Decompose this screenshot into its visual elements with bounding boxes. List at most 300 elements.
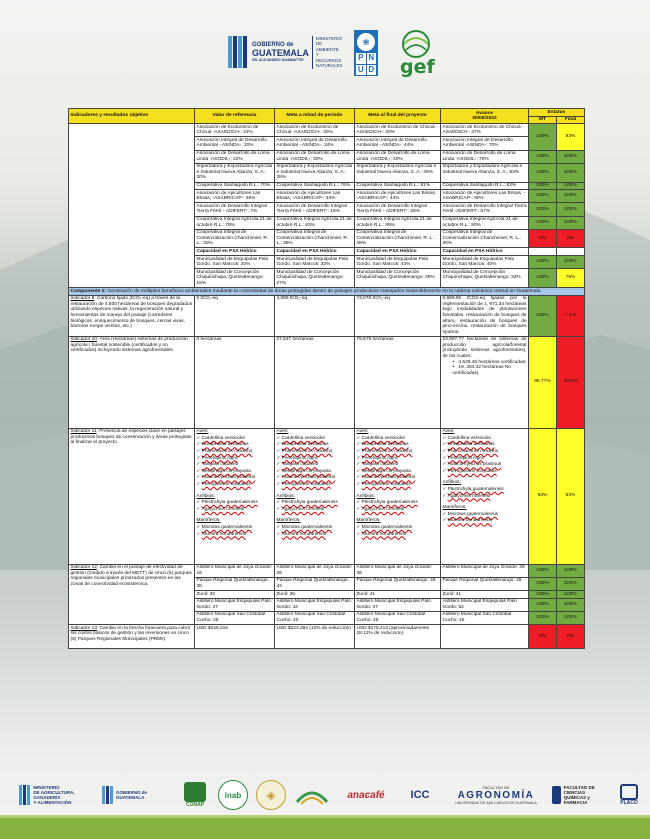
list-item <box>277 441 353 448</box>
cell-mid: Parque Regional Quetzaltenango: 43 <box>275 577 355 590</box>
indicator-10 <box>69 336 195 428</box>
status-mt: 100% <box>529 577 557 590</box>
status-mt: 100% <box>529 124 557 150</box>
species-name: Aulacorhynchus prasinus <box>281 475 336 481</box>
cell-ref: Asociación de Desarrollo Integral Tierra Fértil – ADIFERT-: 7% <box>195 203 275 216</box>
list-item <box>197 474 273 481</box>
species-name: Pharomachrus mocinno <box>201 449 253 455</box>
species-name: Plectrohyla guatemalensis <box>361 500 418 506</box>
list-item <box>357 435 439 442</box>
species-mid <box>275 428 355 564</box>
seal-logo <box>256 780 286 810</box>
header-final: Final <box>557 116 585 124</box>
status-final: 100% <box>557 150 585 163</box>
list-item <box>277 474 353 481</box>
cell-mid: USD $223,394 (10% de reducción) <box>275 625 355 649</box>
status-final: 83% <box>557 428 585 564</box>
cell-end: Cooperativa Integral Agrícola 21 de octubre R.L.: 89% <box>355 216 441 229</box>
progress-date: 30/06/2022 <box>472 116 497 122</box>
cell-adv: Astillero Municipal Esquipulas Palo Gordo: 52 <box>441 598 529 611</box>
cell-mid: Municipalidad de Esquipulas Palo Gordo, San Marcos: 32% <box>275 256 355 269</box>
list-item <box>197 499 273 506</box>
footer-logos <box>0 778 650 818</box>
agronomia-logo <box>448 778 544 812</box>
status-final: 100% <box>557 577 585 590</box>
species-name: Setophaga chrysoparia <box>281 468 331 474</box>
icc-logo <box>398 778 442 812</box>
list-item <box>443 493 527 500</box>
fcqf-line: QUÍMICAS y FARMACIA <box>563 795 590 806</box>
header-status: Estatus <box>529 109 585 117</box>
gob-tag: DR. ALEJANDRO GIAMMATTEI <box>252 58 304 62</box>
cell-end: Cooperativa Integral de Comercialización Chanchimiel, R. L.: 48% <box>355 229 441 248</box>
list-item <box>277 461 353 468</box>
indicator-12 <box>69 564 195 624</box>
species-name: Aulacorhynchus prasinus <box>447 462 502 468</box>
gef-wordmark: gef <box>400 56 435 78</box>
anfibios-label: Anfibios: <box>356 493 375 499</box>
aves-list <box>443 435 527 475</box>
gob-line1: GOBIERNO de <box>252 42 294 48</box>
header-progress <box>441 109 529 124</box>
cell-end: Parque Regional Quetzaltenango: 49 <box>355 577 441 590</box>
cell-adv <box>441 336 529 428</box>
psa-label: Capacidad en PSA Hídrico <box>275 248 355 256</box>
aves-label: Aves: <box>356 429 369 435</box>
status-final: 0% <box>557 229 585 248</box>
status-mt: 100% <box>529 216 557 229</box>
seal-icon: ◈ <box>266 788 276 802</box>
cell-adv: Cooperativa Integral de Comercialización Chanchimiel, R. L.: 30% <box>441 229 529 248</box>
pnud-letter: P <box>356 53 366 64</box>
status-mt: 100% <box>529 256 557 269</box>
psa-label: Capacidad en PSA Hídrico <box>441 248 529 256</box>
mamiferos-label: Mamíferos: <box>276 518 301 524</box>
species-name: Setophaga chrysoparia <box>201 468 251 474</box>
footer-band <box>0 818 650 839</box>
species-name: Agalychnis moreletii <box>361 506 405 512</box>
cell-end: Asociación de Desarrollo Integral Tierra Fértil – ADIFERT-: 25% <box>355 203 441 216</box>
indicator-cell-empty <box>69 124 195 288</box>
anfibios-list <box>197 499 273 512</box>
species-name: Sturnira hondurensis <box>201 531 246 537</box>
species-name: Oreophasis derbianus <box>361 442 409 448</box>
cell-ref: Asociación de Desarrollo de Loma Linda -ASODIL-: 22% <box>195 150 275 163</box>
species-name: Aulacorhynchus prasinus <box>201 475 256 481</box>
cell-ref: Astillero Municipal de Joya Grande: 16 <box>195 564 275 577</box>
cell-ref: Asociación de Ecoturismo de Chicuá -ASAEDICH-: 22% <box>195 124 275 137</box>
species-name: Cardellina versicolor <box>447 435 492 441</box>
status-mt: 100% <box>529 203 557 216</box>
list-item <box>197 531 273 538</box>
list-item <box>357 474 439 481</box>
list-item <box>277 468 353 475</box>
table-row <box>69 295 585 336</box>
species-name: Pteroglossus torquatus <box>361 482 411 488</box>
agro-text: AGRONOMÍA <box>457 790 535 801</box>
cell-adv: Asociación de Apicultores Las Brisas, -ASABRICAP-: 80% <box>441 190 529 203</box>
cell-mid: Astillero Municipal de Joya Grande: 26 <box>275 564 355 577</box>
cell-ref: Cooperativa Santiaguito R.L.: 70% <box>195 182 275 190</box>
maga-line: MINISTERIO <box>33 784 60 790</box>
gef-logo <box>394 26 438 78</box>
cell-mid: Importadora y Exportadora Agrícola e Industrial Nueva Alianza, S. A.: 38% <box>275 163 355 182</box>
cell-adv: Asociación de Desarrollo de Loma Linda -ASODIL-: 70% <box>441 150 529 163</box>
cell-adv: Cooperativa Integral Agrícola 21 de octubre R.L.: 90% <box>441 216 529 229</box>
species-name: Penelopina nigra <box>201 455 238 461</box>
cell-ref: Municipalidad de Concepción Chiquirichapa, Quetzaltenango: 15% <box>195 269 275 288</box>
list-item <box>443 486 527 493</box>
un-emblem-icon: ❀ <box>357 33 375 51</box>
header-final-target: Meta al final del proyecto <box>355 109 441 124</box>
species-name: Penelopina nigra <box>281 455 318 461</box>
list-item <box>277 506 353 513</box>
cell-ref: Municipalidad de Esquipulas Palo Gordo, San Marcos: 20% <box>195 256 275 269</box>
header-indicators: Indicadores y resultados objetivo <box>69 109 195 124</box>
status-mt: 0% <box>529 229 557 248</box>
cell-adv <box>441 625 529 649</box>
list-item <box>197 461 273 468</box>
species-name: Plectrohyla guatemalensis <box>447 487 504 493</box>
species-name: Oreophasis derbianus <box>447 442 495 448</box>
status-final: 100% <box>557 203 585 216</box>
cell-adv: Astillero Municipal de Joya Grande: 39 <box>441 564 529 577</box>
component-2-cell <box>69 288 585 296</box>
maga-line: DE AGRICULTURA, <box>33 789 75 795</box>
cell-end: Municipalidad de Esquipulas Palo Gordo, San Marcos: 44% <box>355 256 441 269</box>
indicator-9-text: : Carbono fijado (tCO₂-eq) a través de la restauración de 4.500 hectáreas de bosques degradados utilizando especies nativas, la regeneración natural y herramientas de manejo del paisaje (corredores biológicos, enriquecimiento de bosques, cercas vivas, barreras rompe vientos, etc.) <box>70 296 193 330</box>
indicator-13-label: Indicador 13 <box>70 625 97 631</box>
gob-footer-text: GOBIERNO de GUATEMALA <box>116 789 148 800</box>
placo-logo <box>614 778 644 812</box>
status-mt: 100% <box>529 591 557 599</box>
list-item: • 4,528.45 hectáreas certificadas; <box>453 360 527 366</box>
maga-logo <box>12 778 82 812</box>
ministry-line: DE AMBIENTE <box>315 41 339 52</box>
species-name: Pteroglossus torquatus <box>281 482 331 488</box>
mamiferos-label: Mamíferos: <box>356 518 381 524</box>
species-name: Plectrohyla guatemalensis <box>201 500 258 506</box>
gef-globe-icon <box>394 26 438 58</box>
aves-list <box>197 435 273 488</box>
ministry-line: Y RECURSOS <box>315 52 342 63</box>
list-item <box>357 524 439 531</box>
list-item <box>197 506 273 513</box>
table-row <box>69 428 585 564</box>
species-adv <box>441 428 529 564</box>
species-name: Tangara cabanisi <box>281 462 318 468</box>
cell-ref: Astillero Municipal Esquipulas Palo Gordo: 37 <box>195 598 275 611</box>
cell-mid: 4,089 tCO₂-eq <box>275 295 355 336</box>
cell-adv: 6,690.90 tCO2-eq fijadas por la implementación de 1, 971.34 hectáreas bajo modalidades de plantaciones forestales, restauración de bosques de altura, restauración de bosques de pino-encino, restauración de bosques riparios. <box>442 296 527 335</box>
species-name: Tangara cabanisi <box>201 462 238 468</box>
anfibios-label: Anfibios: <box>196 493 215 499</box>
psa-label: Capacidad en PSA Hídrico <box>195 248 275 256</box>
cell-ref: Cooperativa Integral de Comercialización Chanchimiel, R. L.: 30% <box>195 229 275 248</box>
conap-text: CONAP <box>185 802 205 808</box>
species-name: Agalychnis moreletii <box>447 493 491 499</box>
agro-sub: UNIVERSIDAD DE SAN CARLOS DE GUATEMALA <box>455 801 537 805</box>
status-mt: 100% <box>529 150 557 163</box>
list-item <box>197 441 273 448</box>
placo-text: PLACO <box>620 800 638 806</box>
list-item <box>277 448 353 455</box>
species-name: Agalychnis moreletii <box>201 506 245 512</box>
status-mt: 100% <box>529 269 557 288</box>
pnud-logo <box>354 30 378 76</box>
species-name: Sturnira hondurensis <box>447 518 492 524</box>
cell-adv: Cooperativa Santiaguito R.L.: 83% <box>441 182 529 190</box>
list-item: • 19, 364.32 hectáreas No certificadas). <box>453 365 527 376</box>
species-name: Tangara cabanisi <box>361 462 398 468</box>
species-name: Sturnira hondurensis <box>281 531 326 537</box>
species-name: Pharomachrus mocinno <box>447 449 499 455</box>
cell-end: Astillero Municipal Esquipulas Palo Gordo: 47 <box>355 598 441 611</box>
cell-mid: Asociación de Ecoturismo de Chicuá -ASAEDICH-: 30% <box>275 124 355 137</box>
naturales-logo <box>294 778 330 812</box>
list-item <box>197 435 273 442</box>
indicator-9-label: Indicador 9 <box>70 296 95 302</box>
cell-ref: Parque Regional Quetzaltenango: 38 <box>195 577 275 590</box>
species-name: Penelopina nigra <box>361 455 398 461</box>
cell-adv: Importadora y Exportadora Agrícola e Industrial Nueva Alianza, S. A.: 83% <box>441 163 529 182</box>
status-mt: 86.77% <box>529 336 557 428</box>
inab-text: inab <box>224 790 242 800</box>
indicator-10-bullets <box>443 360 527 377</box>
status-final: 100% <box>557 216 585 229</box>
ministry-line: NATURALES <box>315 63 343 68</box>
header-reference: Valor de referencia <box>195 109 275 124</box>
cell-ref: USD $248,215 <box>195 625 275 649</box>
status-final <box>557 248 585 256</box>
mamiferos-list <box>277 524 353 537</box>
maga-line: Y ALIMENTACIÓN <box>33 800 72 806</box>
indicator-12-label: Indicador 12 <box>70 565 97 571</box>
results-table <box>68 108 585 649</box>
status-mt <box>529 248 557 256</box>
cell-adv: Asociación de Ecoturismo de Chicuá -ASAEDICH-: 37% <box>441 124 529 137</box>
fcqf-logo <box>552 778 610 812</box>
naturales-icon <box>295 784 329 806</box>
table-row <box>69 124 585 137</box>
status-final: 100% <box>557 564 585 577</box>
species-name: Oreophasis derbianus <box>201 442 249 448</box>
list-item <box>357 531 439 538</box>
cell-ref: 0 tCO₂-eq <box>195 295 275 336</box>
species-name: Plectrohyla guatemalensis <box>281 500 338 506</box>
component-2-text: Generación de múltiples beneficios ambientales mediante la conectividad de áreas protegidas dentro de paisajes productivos manejados sosteniblemente en la cadena volcánica central en Guatemala. <box>106 288 542 294</box>
pnud-letter: N <box>368 53 375 62</box>
gobierno-guatemala-logo <box>228 34 343 70</box>
cell-mid: Zunil: 36 <box>275 591 355 599</box>
list-item <box>357 461 439 468</box>
status-final: 100% <box>557 611 585 624</box>
ministry-line: MINISTERIO <box>315 35 343 41</box>
mamiferos-list <box>197 524 273 537</box>
list-item <box>197 481 273 488</box>
species-name: Penelopina nigra <box>447 455 484 461</box>
anfibios-label: Anfibios: <box>276 493 295 499</box>
cell-end: Asociación de Apicultores Las Brisas, -ASABRICAP-: 44% <box>355 190 441 203</box>
species-end <box>355 428 441 564</box>
cell-adv: Municipalidad de Esquipulas Palo Gordo, San Marcos: 40% <box>441 256 529 269</box>
status-final: 83% <box>557 124 585 150</box>
status-mt: 100% <box>529 295 557 336</box>
flag-icon <box>228 36 248 68</box>
anfibios-label: Anfibios: <box>442 480 461 486</box>
aves-label: Aves: <box>196 429 209 435</box>
gob-line2: GUATEMALA <box>252 48 309 58</box>
species-name: Agalychnis moreletii <box>281 506 325 512</box>
cell-adv: Parque Regional Quetzaltenango: 49 <box>441 577 529 590</box>
inab-logo <box>218 780 248 810</box>
pnud-letter: D <box>368 64 375 74</box>
cell-end: Asociación de Desarrollo de Loma Linda -ASODIL-: 40% <box>355 150 441 163</box>
icc-text: ICC <box>410 789 430 801</box>
species-name: Pharomachrus mocinno <box>361 449 413 455</box>
cell-end: Astillero Municipal San Cristóbal Cucho: 45 <box>355 611 441 624</box>
cell-ref: Asociación de Apicultores Las Brisas, -ASABRICAP-: 26% <box>195 190 275 203</box>
list-item <box>277 524 353 531</box>
conap-logo <box>180 778 210 812</box>
cell-end: Cooperativa Santiaguito R.L.: 81% <box>355 182 441 190</box>
status-mt: 100% <box>529 182 557 190</box>
flag-icon <box>19 785 30 805</box>
header-mt: MT <box>529 116 557 124</box>
status-mt: 83% <box>529 428 557 564</box>
cell-mid: Asociación de Desarrollo de Loma Linda -ASODIL-: 30% <box>275 150 355 163</box>
cell-end: 73,076 tCO₂-eq <box>355 295 441 336</box>
mamiferos-label: Mamíferos: <box>442 505 467 511</box>
mamiferos-list <box>357 524 439 537</box>
status-mt: 100% <box>529 598 557 611</box>
anfibios-list <box>443 486 527 499</box>
cell-mid: 27,537 hectáreas <box>275 336 355 428</box>
status-final: 100% <box>557 163 585 182</box>
indicator-11 <box>69 428 195 564</box>
flag-icon <box>102 786 113 804</box>
list-item <box>357 506 439 513</box>
list-item <box>277 455 353 462</box>
list-item <box>277 481 353 488</box>
list-item <box>357 499 439 506</box>
cell-end: Zunil: 41 <box>355 591 441 599</box>
anacafe-text: anacafé <box>347 789 385 801</box>
species-name: Pharomachrus mocinno <box>281 449 333 455</box>
psa-label: Capacidad en PSA Hídrico <box>355 248 441 256</box>
cell-mid: Asociación de Apicultores Las Brisas, -ASABRICAP-: 34% <box>275 190 355 203</box>
indicator-10-label: Indicador 10 <box>70 337 97 343</box>
cell-mid: Municipalidad de Concepción Chiquirichapa, Quetzaltenango: 27% <box>275 269 355 288</box>
status-mt: 100% <box>529 190 557 203</box>
header-logos <box>0 24 650 84</box>
progress-label: Avance <box>475 110 494 116</box>
status-final: 100% <box>557 256 585 269</box>
species-name: Aulacorhynchus prasinus <box>361 475 416 481</box>
component-2-label: Componente 2: <box>70 288 107 294</box>
list-item <box>443 461 527 468</box>
list-item <box>277 499 353 506</box>
mamiferos-list <box>443 511 527 524</box>
cell-mid: Cooperativa Santiaguito R.L.: 76% <box>275 182 355 190</box>
list-item <box>357 455 439 462</box>
fcqf-line: FACULTAD DE CIENCIAS <box>563 784 595 795</box>
cell-adv: Asociación de Desarrollo Integral Tierra Fértil -ADIFERT-: 67% <box>442 203 527 215</box>
cell-end: Importadora y Exportadora Agrícola e Industrial Nueva Alianza, S. A.: 48% <box>355 163 441 182</box>
cell-adv: Asociación Integral de Desarrollo Ambiental -ASINDA-: 70% <box>441 137 529 150</box>
conap-emblem-icon <box>184 782 206 802</box>
status-final: 0% <box>557 625 585 649</box>
cell-mid: Asociación de Desarrollo Integral Tierra Fértil – ADIFERT-: 15% <box>275 203 355 216</box>
species-name: Pteroglossus torquatus <box>447 468 497 474</box>
species-name: Cardellina versicolor <box>361 435 406 441</box>
list-item <box>357 468 439 475</box>
cell-ref: Zunil: 32 <box>195 591 275 599</box>
species-name: Setophaga chrysoparia <box>361 468 411 474</box>
indicator-13 <box>69 625 195 649</box>
list-item <box>443 455 527 462</box>
species-name: Microtus guatemalensis <box>201 525 253 530</box>
status-mt: 0% <box>529 625 557 649</box>
anacafe-logo <box>338 778 394 812</box>
list-item <box>443 511 527 518</box>
ministry-name <box>312 36 343 69</box>
cell-end: 78,679 hectáreas <box>355 336 441 428</box>
indicator-13-text: : Cambio en la brecha financiera para cubrir los costos básicos de gestión y las inversiones en cinco (5) Parques Regionales Municipales (PRMs) <box>70 625 191 642</box>
list-item <box>357 441 439 448</box>
status-final: 100% <box>557 591 585 599</box>
list-item <box>197 455 273 462</box>
cell-mid: Asociación Integral de Desarrollo Ambiental - ASINDA-: 34% <box>275 137 355 150</box>
table-row <box>69 336 585 428</box>
maga-line: GANADERÍA <box>33 795 61 800</box>
cell-ref: Astillero Municipal San Cristóbal Cucho: 35 <box>195 611 275 624</box>
aves-list <box>357 435 439 488</box>
indicator-11-label: Indicador 11 <box>70 429 97 435</box>
indicator-11-text: : Presencia de especies clave en paisajes productivos bosques de conservación y áreas protegidas al finalizar el proyecto. <box>70 429 192 446</box>
cell-end: USD $178,413 (aproximadamente 28.12% de reducción) <box>355 625 441 649</box>
list-item <box>443 435 527 442</box>
cell-end: Asociación Integral de Desarrollo Ambiental - ASINDA-: 44% <box>355 137 441 150</box>
species-name: Microtus guatemalensis <box>447 511 499 517</box>
indicator-10-text: : Área (Hectáreas) sistemas de producción agrícola / forestal sostenible (certificados y no certificados) incluyendo sistemas agroforestales. <box>70 337 188 354</box>
species-name: Pteroglossus torquatus <box>201 482 251 488</box>
list-item <box>277 531 353 538</box>
cell-end: Asociación de Ecoturismo de Chicuá -ASAEDICH-: 40% <box>355 124 441 137</box>
fcqf-emblem-icon <box>552 786 561 804</box>
cell-ref: Cooperativa Integral Agrícola 21 de octubre R.L.: 78% <box>195 216 275 229</box>
agro-top: FACULTAD DE <box>482 785 510 790</box>
species-ref <box>195 428 275 564</box>
list-item <box>443 468 527 475</box>
species-name: Cardellina versicolor <box>201 435 246 441</box>
status-final: 100% <box>557 598 585 611</box>
status-final: 100% <box>557 190 585 203</box>
indicator-12-text: : Cambio en el puntaje de efectividad de gestión (medido a través del METT) de cinco (5) parques regionales municipales priorizados presentes en las zonas de conectividad ecosistémica. <box>70 565 192 588</box>
list-item <box>443 517 527 524</box>
anfibios-list <box>277 499 353 512</box>
species-name: Sturnira hondurensis <box>361 531 406 537</box>
status-mt: 100% <box>529 564 557 577</box>
list-item <box>443 448 527 455</box>
cell-mid: Cooperativa Integral Agrícola 21 de octubre R.L.: 83% <box>275 216 355 229</box>
component-2-row <box>69 288 585 296</box>
list-item <box>357 448 439 455</box>
pnud-letter: U <box>357 64 364 74</box>
table-row <box>69 564 585 577</box>
status-final: 7.1% <box>557 295 585 336</box>
anfibios-list <box>357 499 439 512</box>
